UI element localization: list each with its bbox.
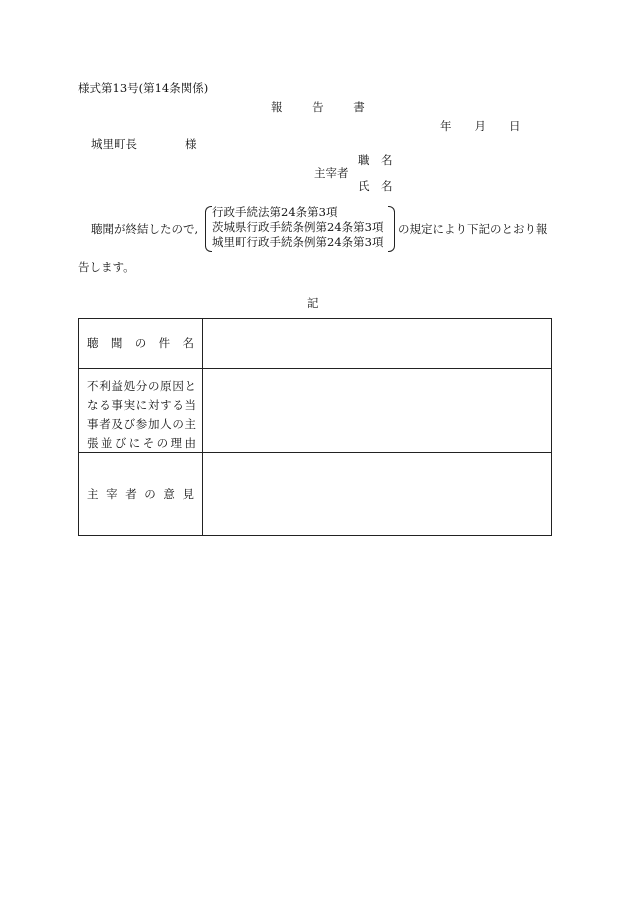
report-table: [78, 318, 552, 536]
label-char: 利: [99, 379, 111, 393]
label-char: の: [144, 487, 156, 501]
label-char: 益: [111, 379, 123, 393]
label-char: 見: [182, 487, 194, 501]
right-bracket: [388, 206, 395, 252]
label-char: 原: [160, 379, 172, 393]
form-number: 様式第13号(第14条関係): [78, 81, 209, 95]
label-char: 理: [170, 436, 183, 450]
hearing-subject-label-cell: [79, 319, 203, 368]
hearing-subject-label: [87, 338, 194, 350]
name-label: 氏 名: [358, 179, 393, 193]
label-char: 者: [125, 487, 137, 501]
law-option: 城里町行政手続条例第24条第3項: [212, 235, 384, 249]
presider-opinion-label-cell: [79, 453, 203, 535]
label-char: 実: [123, 398, 136, 412]
claims-label: [87, 381, 196, 457]
law-options-bracket: [205, 206, 395, 252]
law-option: 行政手続法第24条第3項: [212, 205, 338, 219]
date-line: 年 月 日: [440, 119, 521, 133]
label-char: る: [99, 398, 111, 412]
label-char: 主: [184, 417, 196, 431]
label-char: 分: [135, 379, 148, 393]
label-char: 件: [158, 336, 171, 350]
claims-value[interactable]: [203, 369, 551, 452]
label-char: 者: [99, 417, 111, 431]
honorific: 様: [185, 137, 197, 151]
label-char: 参: [135, 417, 148, 431]
table-row: [79, 452, 551, 535]
position-label: 職 名: [358, 153, 393, 167]
label-char: な: [87, 398, 99, 412]
label-char: と: [184, 379, 196, 393]
label-char: 事: [111, 398, 123, 412]
label-char: 不: [87, 379, 99, 393]
label-char: 因: [172, 379, 184, 393]
label-char: の: [156, 436, 169, 450]
label-char: の: [134, 336, 147, 350]
presider-label: 主宰者: [314, 166, 349, 180]
label-char: 聞: [110, 336, 123, 350]
body-continuation: 告します。: [78, 260, 135, 274]
label-char: び: [123, 417, 136, 431]
body-tail-text: の規定により下記のとおり報: [398, 222, 548, 236]
body-lead-text: 聴聞が終結したので,: [91, 222, 199, 236]
document-title: [271, 102, 365, 114]
presider-opinion-label: [87, 489, 194, 501]
label-char: の: [172, 417, 184, 431]
label-char: そ: [142, 436, 155, 450]
label-char: 由: [184, 436, 196, 450]
label-char: る: [172, 398, 184, 412]
label-char: 並: [100, 436, 113, 450]
label-char: 聴: [87, 336, 99, 350]
ki-heading: 記: [307, 296, 319, 310]
label-char: 事: [87, 417, 99, 431]
label-char: 及: [111, 417, 123, 431]
label-char: 張: [87, 436, 99, 450]
addressee: 城里町長: [91, 137, 137, 151]
label-char: 対: [147, 398, 160, 412]
label-char: 加: [147, 417, 160, 431]
presider-opinion-value[interactable]: [203, 453, 551, 535]
label-char: 処: [123, 379, 136, 393]
label-char: 主: [87, 487, 99, 501]
label-char: 意: [163, 487, 175, 501]
table-row: [79, 368, 551, 452]
label-char: に: [135, 398, 148, 412]
label-char: 人: [160, 417, 172, 431]
label-char: に: [128, 436, 141, 450]
label-char: 名: [182, 336, 194, 350]
label-char: び: [114, 436, 127, 450]
hearing-subject-value[interactable]: [203, 319, 551, 368]
document-title-text: 報 告 書: [271, 100, 365, 114]
label-char: の: [147, 379, 160, 393]
label-char: 当: [184, 398, 196, 412]
table-row: [79, 319, 551, 368]
label-char: す: [160, 398, 172, 412]
label-char: 宰: [106, 487, 118, 501]
law-option: 茨城県行政手続条例第24条第3項: [212, 220, 384, 234]
left-bracket: [205, 206, 212, 252]
claims-label-cell: [79, 369, 203, 452]
